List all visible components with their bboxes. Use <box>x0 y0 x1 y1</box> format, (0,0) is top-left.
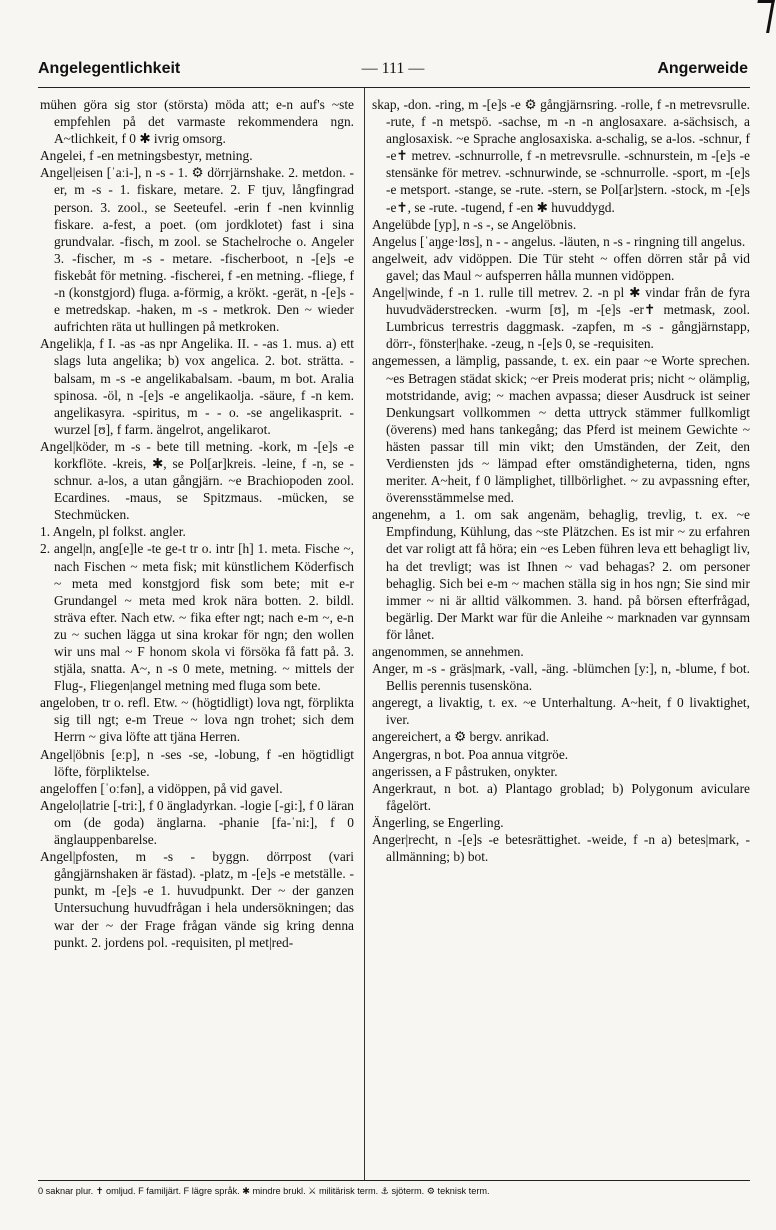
column-divider <box>364 88 365 1180</box>
entry: Angelus [ˈaŋge·lʊs], n - - angelus. -läuten, n -s - ringning till angelus. <box>372 233 746 249</box>
entry: angerissen, a F påstruken, onykter. <box>372 763 558 779</box>
entry: angenehm, a 1. om sak angenäm, behaglig, trevlig, t. ex. ~e Empfindung, Kühlung, das ~ste Plätzchen. Es ist mir ~ zu erfahren det var roligt att få höra; ein ~es Leben führen leva ett behagligt liv, ha det trevligt; was ist Ihnen ~ vad behagas? 2. om personer behaglig. Sich bei e-m ~ machen ställa sig in hos ngn; Sie sind mir immer ~ ni är alltid välkommen. 3. hand. på börsen efterfrågad, begärlig. Der Markt war für die Anleihe ~ marknaden var gynnsam för lånet. <box>372 507 750 642</box>
entry: Angelübde [yp], n -s -, se Angelöbnis. <box>372 216 577 232</box>
entry: skap, -don. -ring, m -[e]s -e ⚙ gångjärnsring. -rolle, f -n metrevsrulle. -rute, f -n metspö. -sachse, m -n -n anglosaxare. a-sächsisch, a anglosaxisk. ~e Sprache anglosaxiska. a-schalig, se a-los. -schnur, f -e✝ metrev. -schnurrolle, f -n metrevsrulle. -schnurstein, m -[e]s -e stensänke för metrev. -schnurwinde, se -schnurrolle. -sport, m -[e]s -e metsport. -stange, se -rute. -stern, se Pol[ar]stern. -stock, m -[e]s -e✝, se -rute. -tugend, f -en ✱ huvuddygd. <box>372 97 750 215</box>
head-right-word: Angerweide <box>657 60 748 77</box>
entry: Angelik|a, f I. -as -as npr Angelika. II. - -as 1. mus. a) ett slags luta angelika; b) vox angelica. 2. bot. strätta. -balsam, m -s -e angelikabalsam. -baum, m bot. Aralia spinosa. -öl, n -[e]s -e angelikaolja. -säure, f -n kem. angelikasyra. -spiritus, m - - o. -se angelikasprit. -wurzel [ʊ], f farm. ängelrot, angelikarot. <box>40 336 354 437</box>
entry: angeloffen [ˈoːfən], a vidöppen, på vid gavel. <box>40 780 283 796</box>
footer-rule <box>38 1180 750 1181</box>
entry: angeloben, tr o. refl. Etw. ~ (högtidligt) lova ngt, förplikta sig till ngt; e-m Treue ~ lova ngn trohet; sich dem Herrn ~ giva löfte att tjäna Herren. <box>40 695 354 745</box>
page-number: — 111 — <box>361 60 425 77</box>
entry: Angelei, f -en metningsbestyr, metning. <box>40 148 253 164</box>
entry: Anger|recht, n -[e]s -e betesrättighet. -weide, f -n a) betes|mark, -allmänning; b) bot. <box>372 832 750 865</box>
entry: angemessen, a lämplig, passande, t. ex. ein paar ~e Worte sprechen. ~es Betragen städat skick; ~er Preis moderat pris; nicht ~ olämplig, motstridande, avig; ~ machen avpassa; dieser Ausdruck ist seiner Denkungsart vollkommen ~ detta uttryck stämmer fullkomligt (överens) med hans tankegång; das Pferd ist meinem Gewichte ~ hästen passar till min vikt; den Umständen, der Zeit, den Verdiensten jds ~ lämpad efter omständigheterna, tiden, ngns meriter. A~heit, f 0 lämplighet, tillbörlighet. ~ zu avpassning efter, överensstämmelse med. <box>372 353 750 506</box>
entry: Anger, m -s - gräs|mark, -vall, -äng. -blümchen [y:], n, -blume, f bot. Bellis perennis tusensköna. <box>372 661 750 694</box>
page-corner-mark <box>752 0 775 33</box>
entry: angeregt, a livaktig, t. ex. ~e Unterhaltung. A~heit, f 0 livaktighet, iver. <box>372 695 750 728</box>
entry: Angel|eisen [ˈaːi-], n -s - 1. ⚙ dörrjärnshake. 2. metdon. -er, m -s - 1. fiskare, metare. 2. F tjuv, långfingrad person. 3. zool., se Seeteufel. -erin f -nen kvinnlig fiskare. a-fest, a poet. (om jordklotet) fast i sina grundvalar. -fisch, m zool. se Stachelroche o. Angeler 3. -fischer, m -s - metare. -fischerboot, n -[e]s -e fiskebåt för metning. -fischerei, f -en metning. -fliege, f -n (konstgjord) fluga. a-förmig, a krökt. -gerät, n -[e]s -e metredskap. -haken, m -s - metkrok. Den ~ wieder aufrichten räta ut hullingen på metkroken. <box>40 165 354 335</box>
entry: Ängerling, se Engerling. <box>372 814 504 830</box>
right-column <box>372 96 750 1176</box>
head-left-word: Angelegentlichkeit <box>38 60 181 77</box>
abbreviation-legend: 0 saknar plur. ✝ omljud. F familjärt. F lägre språk. ✱ mindre brukl. ⚔ militärisk term. ⚓ sjöterm. ⚙ teknisk term. <box>38 1186 490 1196</box>
entry: Angelo|latrie [-tri:], f 0 ängladyrkan. -logie [-gi:], f 0 läran om (de goda) änglarna. -phanie [fa-ˈni:], f 0 änglauppenbarelse. <box>40 797 354 848</box>
entry: 2. angel|n, ang[e]le -te ge-t tr o. intr [h] 1. meta. Fische ~, nach Fischen ~ meta fisk; mit künstlichem Köderfisch ~ meta med konstgjord fisk som bete; mit e-r Grundangel ~ meta med krok nära botten. 2. bildl. sträva efter. Nach etw. ~ fika efter ngt; nach e-m ~, e-n zu ~ suchen lägga ut sina krokar för ngn; den wollen wir uns mal ~ F honom skola vi försöka få fatt på. 3. stjäla, snatta. A~, n -s 0 mete, metning. ~ mittels der Flug-, Fliegen|angel metning med fluga som bete. <box>40 541 354 694</box>
entry: angereichert, a ⚙ bergv. anrikad. <box>372 729 550 745</box>
entry: angelweit, adv vidöppen. Die Tür steht ~ offen dörren står på vid gavel; das Maul ~ aufsperren hålla munnen vidöppen. <box>372 250 750 283</box>
entry: Angergras, n bot. Poa annua vitgröe. <box>372 746 569 762</box>
entry: Angel|köder, m -s - bete till metning. -kork, m -[e]s -e korkflöte. -kreis, ✱, se Pol[ar]kreis. -leine, f -n, se -schnur. a-los, a utan gångjärn. ~e Brachiopoden zool. Ecardines. -maus, se Spitzmaus. -mücken, se Stechmücken. <box>40 438 354 523</box>
entry: 1. Angeln, pl folkst. angler. <box>40 524 186 540</box>
entry: mühen göra sig stor (största) möda att; e-n auf's ~ste empfehlen på det varmaste rekommendera ngn. A~tlichkeit, f 0 ✱ ivrig omsorg. <box>40 97 354 147</box>
entry: Angel|winde, f -n 1. rulle till metrev. 2. -n pl ✱ vindar från de fyra huvudväderstrecken. -wurm [ʊ], m -[e]s -er✝ metmask, zool. Lumbricus terrestris daggmask. -zapfen, m -s - gångjärnstapp, dörr-, fönster|hake. -zeug, n -[e]s 0, se -requisiten. <box>372 285 750 352</box>
entry: angenommen, se annehmen. <box>372 644 524 659</box>
header-rule <box>38 87 750 88</box>
entry: Angel|pfosten, m -s - byggn. dörrpost (vari gångjärnshaken är fästad). -platz, m -[e]s -e metställe. -punkt, m -[e]s -e 1. huvudpunkt. Der ~ der ganzen Untersuchung huvudfrågan i hela undersökningen; das war der ~ der Frage frågan vände sig kring denna punkt. 2. jordens pol. -requisiten, pl met|red- <box>40 849 354 950</box>
running-head <box>38 60 748 84</box>
entry: Angerkraut, n bot. a) Plantago groblad; b) Polygonum aviculare fågelört. <box>372 780 750 813</box>
entry: Angel|öbnis [eːp], n -ses -se, -lobung, f -en högtidligt löfte, förpliktelse. <box>40 746 354 779</box>
left-column <box>40 96 354 1176</box>
